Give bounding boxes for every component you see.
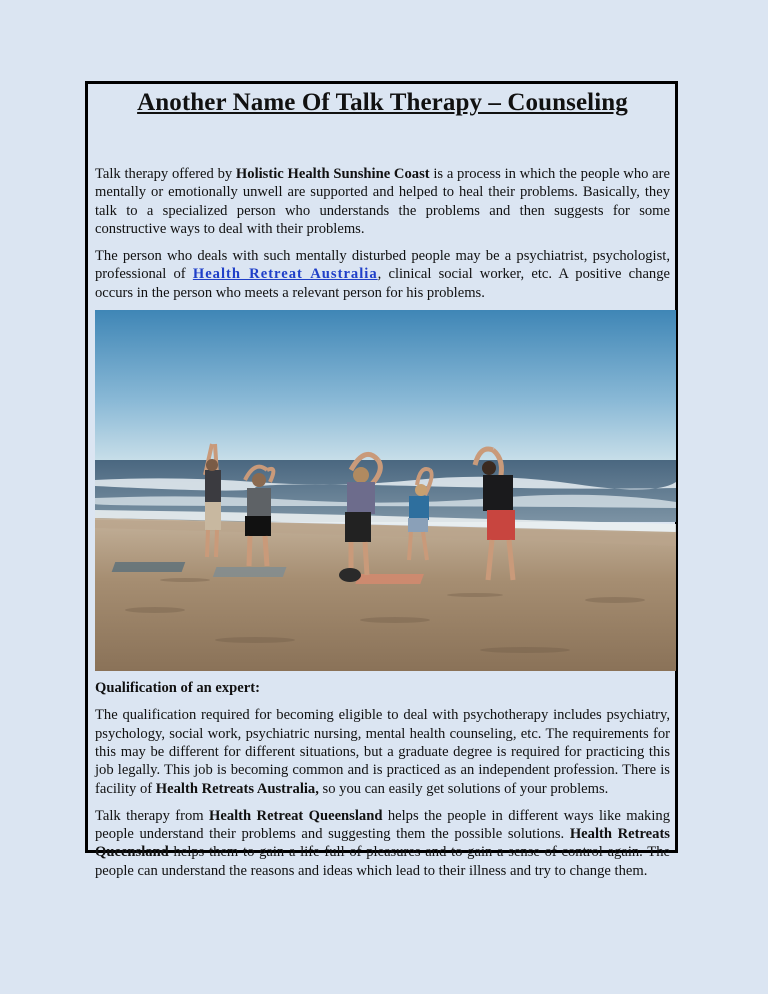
paragraph-talk-therapy-text-mid: helps the people in different ways like making people understand their problems and suggesting them the possible solutions. <box>95 807 670 843</box>
bold-health-retreats-queensland: Health Retreats Queensland <box>95 826 670 861</box>
paragraph-talk-therapy-text: Talk therapy from <box>95 807 209 824</box>
paragraph-talk-therapy <box>95 807 670 880</box>
health-retreat-australia-link[interactable]: Health Retreat Australia <box>192 266 378 283</box>
paragraph-professionals-text: The person who deals with such mentally disturbed people may be a psychiatrist, psychologist, professional of <box>95 248 670 283</box>
paragraph-intro-text: Talk therapy offered by <box>95 166 236 182</box>
section-heading-qualification: Qualification of an expert: <box>95 680 260 697</box>
paragraph-qualification-text-cont: so you can easily get solutions of your problems. <box>318 780 609 797</box>
paragraph-intro-text-cont: is a process in which the people who are mentally or emotionally unwell are supported and helped to heal their problems. Basically, they talk to a specialized person who understands the problems and then suggests for some constructive ways to deal with their problems. <box>95 166 670 237</box>
paragraph-intro <box>95 165 670 238</box>
bold-health-retreats-australia: Health Retreats Australia, <box>155 780 319 797</box>
beach-stretching-photo <box>95 310 676 671</box>
paragraph-qualification <box>95 706 670 797</box>
page-title: Another Name Of Talk Therapy – Counseling <box>137 89 628 116</box>
bold-health-retreat-queensland: Health Retreat Queensland <box>209 807 383 824</box>
paragraph-qualification-text: The qualification required for becoming eligible to deal with psychotherapy includes psychiatry, psychology, social work, psychiatric nursing, mental health counseling, etc. The requirements for this may be different for different situations, but a graduate degree is required for practicing this job legally. This job is becoming common and is practiced as an independent profession. There is facility of <box>95 707 670 797</box>
paragraph-talk-therapy-text-end: helps them to gain a life full of pleasures and to gain a sense of control again. The people can understand the reasons and ideas which lead to their illness and try to change them. <box>95 844 670 879</box>
paragraph-professionals <box>95 247 670 302</box>
paragraph-professionals-text-cont: , clinical social worker, etc. A positive change occurs in the person who meets a relevant person for his problems. <box>95 266 670 301</box>
document-page <box>85 81 678 879</box>
bold-holistic-health: Holistic Health Sunshine Coast <box>235 166 430 182</box>
